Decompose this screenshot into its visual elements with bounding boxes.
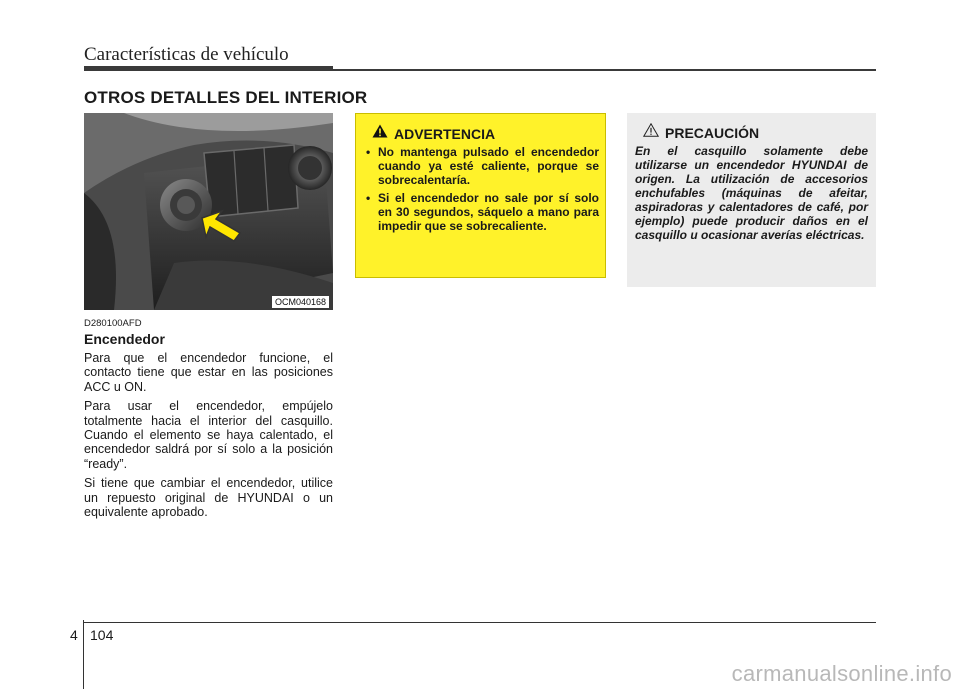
warning-list [366, 145, 599, 237]
caution-title: PRECAUCIÓN [665, 124, 760, 141]
warning-box [355, 113, 606, 278]
lighter-photo [84, 113, 333, 310]
caution-box [627, 113, 876, 287]
paragraph: Si tiene que cambiar el encendedor, utilice un repuesto original de HYUNDAI o un equivalente aprobado. [84, 476, 333, 520]
list-item: • No mantenga pulsado el encendedor cuando ya esté caliente, porque se sobrecalentaría. [366, 145, 599, 187]
figure-code: OCM040168 [272, 296, 329, 308]
item-body [84, 351, 333, 524]
warning-triangle-icon [372, 124, 388, 143]
bullet: • [366, 145, 371, 159]
item-code: D280100AFD [84, 318, 142, 329]
header-rule [333, 69, 876, 71]
footer-rule [84, 622, 876, 623]
section-title: OTROS DETALLES DEL INTERIOR [84, 88, 368, 107]
item-title: Encendedor [84, 331, 165, 347]
chapter-number: 4 [70, 627, 78, 643]
header-bar [84, 66, 333, 71]
caution-header [643, 123, 759, 142]
bullet: • [366, 191, 371, 205]
footer-divider [83, 620, 84, 689]
paragraph: Para usar el encendedor, empújelo totalmente hacia el interior del casquillo. Cuando el elemento se haya calentado, el encendedor saldrá por sí solo a la posición “ready”. [84, 399, 333, 471]
warning-header [372, 124, 495, 143]
lighter-illustration [84, 113, 333, 310]
list-item: • Si el encendedor no sale por sí solo en 30 segundos, sáquelo a mano para impedir que se sobrecaliente. [366, 191, 599, 233]
running-header: Características de vehículo [84, 44, 289, 65]
caution-triangle-icon [643, 123, 659, 142]
watermark: carmanualsonline.info [731, 661, 952, 686]
page-number: 104 [90, 627, 114, 643]
warning-title: ADVERTENCIA [394, 125, 496, 142]
caution-text: En el casquillo solamente debe utilizarse un encendedor HYUNDAI de origen. La utilización de accesorios enchufables (máquinas de afeitar, aspiradoras y calentadores de café, por ejemplo) puede producir daños en el casquillo u ocasionar averías eléctricas. [635, 144, 868, 242]
paragraph: Para que el encendedor funcione, el contacto tiene que estar en las posiciones ACC u ON. [84, 351, 333, 394]
